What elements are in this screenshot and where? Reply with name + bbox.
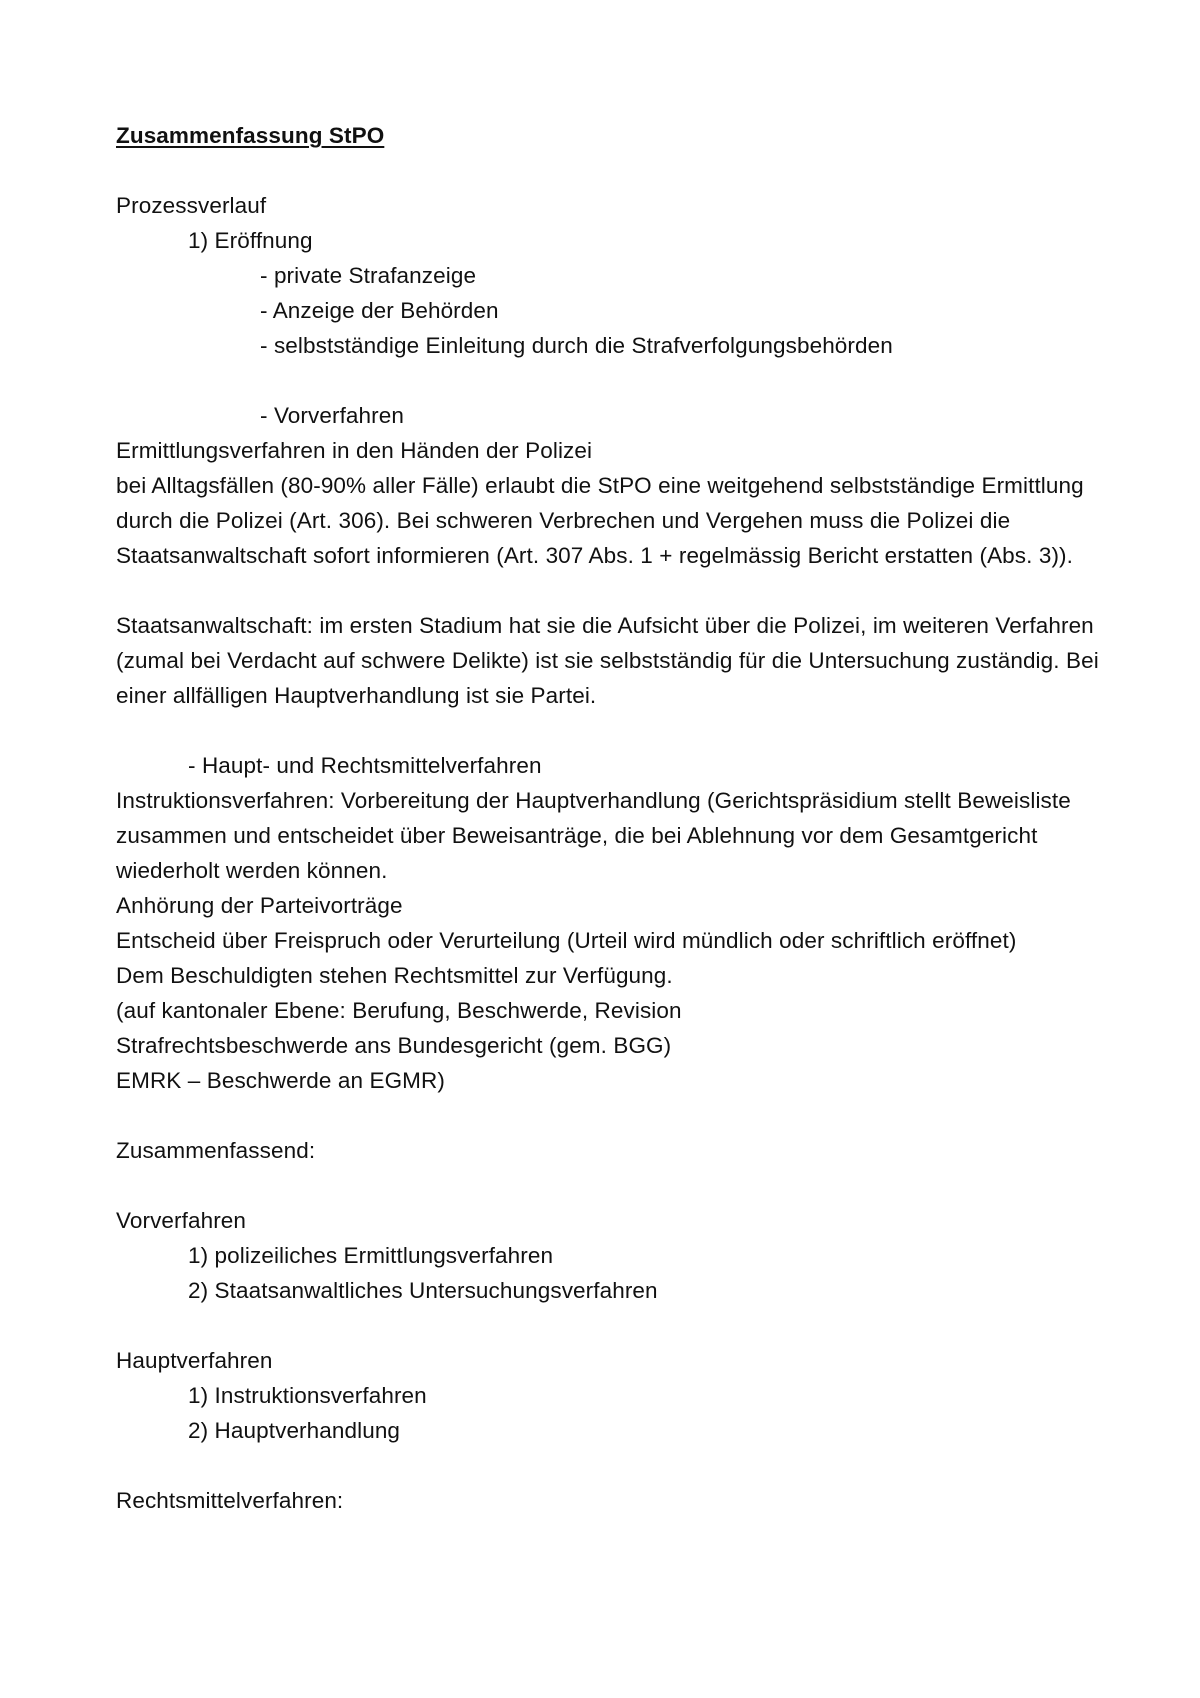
summary-list-item: 1) Instruktionsverfahren bbox=[188, 1383, 427, 1408]
blank-line bbox=[116, 1448, 1116, 1483]
section-heading-prozessverlauf: Prozessverlauf bbox=[116, 193, 267, 218]
text-line-anhoerung: Anhörung der Parteivorträge bbox=[116, 893, 403, 918]
blank-line bbox=[116, 153, 1116, 188]
paragraph-entscheid: Entscheid über Freispruch oder Verurteilung (Urteil wird mündlich oder schriftlich eröffnet) bbox=[116, 928, 1017, 953]
summary-list-item: 2) Staatsanwaltliches Untersuchungsverfahren bbox=[188, 1278, 658, 1303]
text-line-emrk: EMRK – Beschwerde an EGMR) bbox=[116, 1068, 445, 1093]
blank-line bbox=[116, 363, 1116, 398]
blank-line bbox=[116, 1098, 1116, 1133]
blank-line bbox=[116, 713, 1116, 748]
blank-line bbox=[116, 573, 1116, 608]
paragraph-alltagsfaelle: bei Alltagsfällen (80-90% aller Fälle) erlaubt die StPO eine weitgehend selbstständige Ermittlung durch die Polizei (Art. 306). Bei schweren Verbrechen und Vergehen muss die Polizei die Staatsanwaltschaft sofort informieren (Art. 307 Abs. 1 + regelmässig Bericht erstatten (Abs. 3)). bbox=[116, 473, 1084, 568]
text-line-bundesgericht: Strafrechtsbeschwerde ans Bundesgericht (gem. BGG) bbox=[116, 1033, 672, 1058]
summary-list-item: 1) polizeiliches Ermittlungsverfahren bbox=[188, 1243, 554, 1268]
text-line-rechtsmittel: Dem Beschuldigten stehen Rechtsmittel zur Verfügung. bbox=[116, 963, 673, 988]
section-heading-zusammenfassend: Zusammenfassend: bbox=[116, 1138, 316, 1163]
list-item-eroeffnung: 1) Eröffnung bbox=[188, 228, 313, 253]
text-line-kantonal: (auf kantonaler Ebene: Berufung, Beschwerde, Revision bbox=[116, 998, 682, 1023]
blank-line bbox=[116, 1168, 1116, 1203]
list-item-bullet: - selbstständige Einleitung durch die Strafverfolgungsbehörden bbox=[260, 333, 893, 358]
subheading-ermittlungsverfahren: Ermittlungsverfahren in den Händen der Polizei bbox=[116, 438, 593, 463]
paragraph-staatsanwaltschaft: Staatsanwaltschaft: im ersten Stadium hat sie die Aufsicht über die Polizei, im weiteren Verfahren (zumal bei Verdacht auf schwere Delikte) ist sie selbstständig für die Untersuchung zuständig. Bei einer allfälligen Hauptverhandlung ist sie Partei. bbox=[116, 613, 1099, 708]
summary-heading-vorverfahren: Vorverfahren bbox=[116, 1208, 247, 1233]
document-body bbox=[116, 118, 1116, 1518]
paragraph-instruktionsverfahren: Instruktionsverfahren: Vorbereitung der Hauptverhandlung (Gerichtspräsidium stellt Beweisliste zusammen und entscheidet über Beweisanträge, die bei Ablehnung vor dem Gesamtgericht wiederholt werden können. bbox=[116, 788, 1071, 883]
blank-line bbox=[116, 1308, 1116, 1343]
list-item-bullet: - Anzeige der Behörden bbox=[260, 298, 499, 323]
summary-heading-rechtsmittelverfahren: Rechtsmittelverfahren: bbox=[116, 1488, 344, 1513]
document-title: Zusammenfassung StPO bbox=[116, 123, 385, 148]
summary-list-item: 2) Hauptverhandlung bbox=[188, 1418, 401, 1443]
list-item-bullet: - private Strafanzeige bbox=[260, 263, 477, 288]
subsection-heading-vorverfahren: - Vorverfahren bbox=[260, 403, 404, 428]
summary-heading-hauptverfahren: Hauptverfahren bbox=[116, 1348, 273, 1373]
subsection-heading-hauptverfahren: - Haupt- und Rechtsmittelverfahren bbox=[188, 753, 542, 778]
